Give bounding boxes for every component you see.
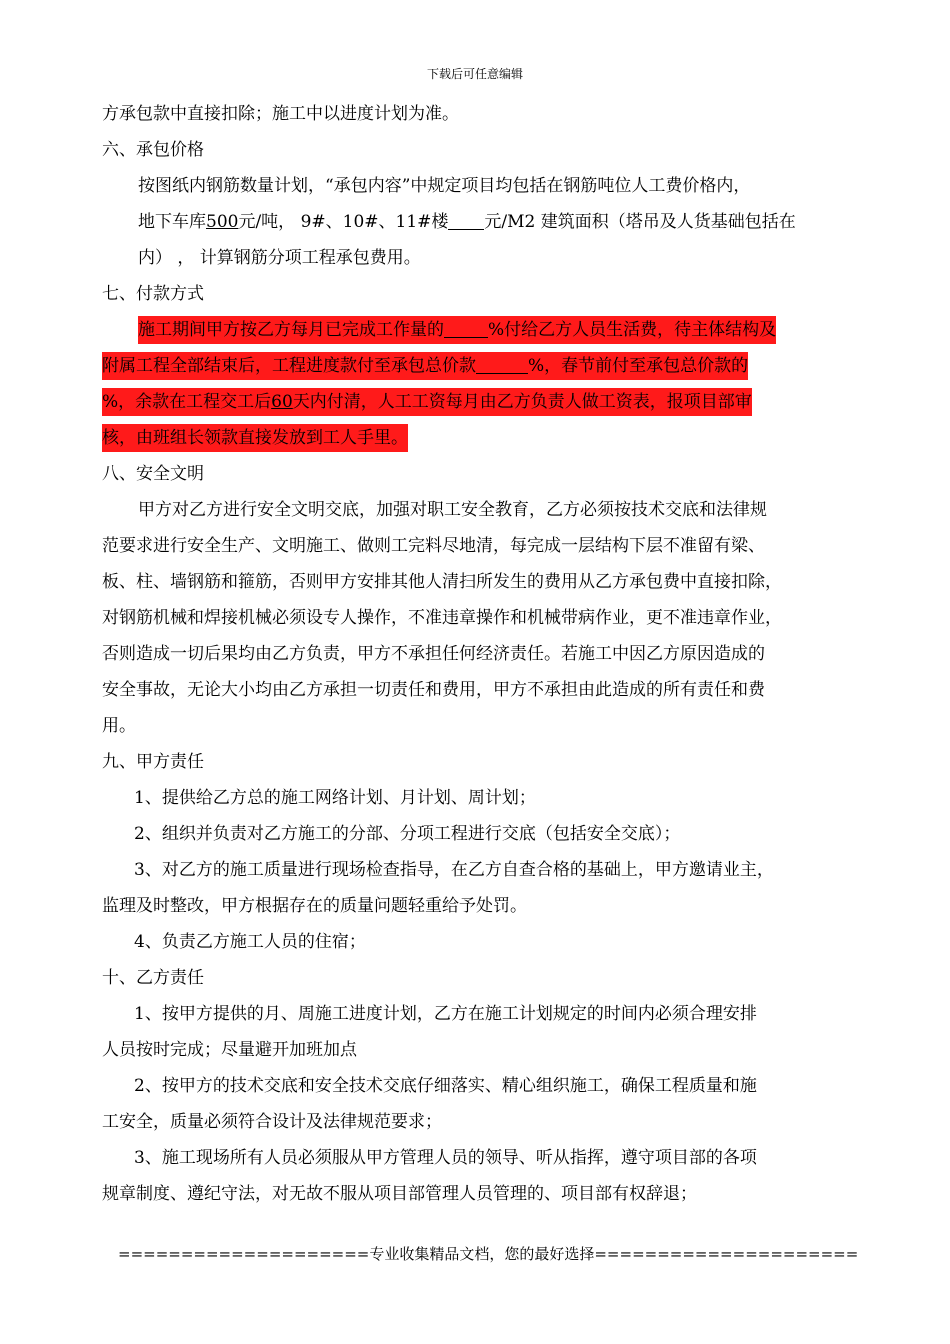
payment-line-1-b: %付给乙方人员生活费，待主体结构及 [488,320,777,340]
section-7-title: 七、付款方式 [102,284,204,304]
payment-blank-2 [476,353,528,374]
section-9-title: 九、甲方责任 [102,752,204,772]
section-9-item-2: 2、组织并负责对乙方施工的分部、分项工程进行交底（包括安全交底）； [134,824,681,844]
section-10-item-1: 1、按甲方提供的月、周施工进度计划，乙方在施工计划规定的时间内必须合理安排 [134,1004,757,1024]
payment-line-4-text: 核，由班组长领款直接发放到工人手里。 [102,424,408,452]
section-9-item-4: 4、负责乙方施工人员的住宿； [134,932,366,952]
section-8-line-7: 用。 [102,716,136,736]
payment-line-2-a: 附属工程全部结束后，工程进度款付至承包总价款 [102,356,476,376]
section-8-line-1: 甲方对乙方进行安全文明交底，加强对职工安全教育，乙方必须按技术交底和法律规 [138,500,767,520]
section-6-line-3: 内） ， 计算钢筋分项工程承包费用。 [138,248,421,268]
section-8-title: 八、安全文明 [102,464,204,484]
section-8-line-4: 对钢筋机械和焊接机械必须设专人操作，不准违章操作和机械带病作业，更不准违章作业， [102,608,782,628]
page-header-note: 下载后可任意编辑 [426,67,523,81]
section-10-item-3: 3、施工现场所有人员必须服从甲方管理人员的领导、听从指挥，遵守项目部的各项 [134,1148,757,1168]
payment-terms-highlight [102,312,848,456]
section-10-item-3-cont: 规章制度、遵纪守法，对无故不服从项目部管理人员管理的、项目部有权辞退； [102,1184,697,1204]
payment-line-3-a: %，余款在工程交工后 [102,392,272,412]
section-8-line-2: 范要求进行安全生产、文明施工、做则工完料尽地清，每完成一层结构下层不准留有梁、 [102,536,765,556]
payment-line-2 [102,348,848,384]
payment-line-3 [102,384,848,420]
section-9-item-3-cont: 监理及时整改，甲方根据存在的质量问题轻重给予处罚。 [102,896,527,916]
section-8-line-3: 板、柱、墙钢筋和箍筋，否则甲方安排其他人清扫所发生的费用从乙方承包费中直接扣除， [102,572,782,592]
section-10-item-2: 2、按甲方的技术交底和安全技术交底仔细落实、精心组织施工，确保工程质量和施 [134,1076,757,1096]
page-footer: ====================专业收集精品文档，您的最好选择===================== [118,1245,859,1263]
payment-line-4 [102,420,848,456]
basement-price: 500 [206,212,239,232]
payment-line-3-b: 天内付清，人工工资每月由乙方负责人做工资表，报项目部审 [292,392,752,412]
section-6-title: 六、承包价格 [102,140,204,160]
section-6-line-2 [102,204,848,240]
document-body [102,96,848,1212]
payment-days: 60 [271,392,293,412]
section-8-line-6: 安全事故，无论大小均由乙方承担一切责任和费用，甲方不承担由此造成的所有责任和费 [102,680,765,700]
payment-line-1-a: 施工期间甲方按乙方每月已完成工作量的 [138,320,444,340]
section-9-item-1: 1、提供给乙方总的施工网络计划、月计划、周计划； [134,788,536,808]
payment-line-1 [102,312,848,348]
section-9-item-3: 3、对乙方的施工质量进行现场检查指导，在乙方自查合格的基础上，甲方邀请业主， [134,860,774,880]
section-10-item-2-cont: 工安全，质量必须符合设计及法律规范要求； [102,1112,442,1132]
section-6-line-1: 按图纸内钢筋数量计划，“承包内容”中规定项目均包括在钢筋吨位人工费价格内， [138,176,751,196]
payment-blank-1 [444,317,488,338]
section-10-item-1-cont: 人员按时完成；尽量避开加班加点 [102,1040,357,1060]
building-label: 元/吨， 9#、10#、11#楼 [238,212,449,232]
building-price-blank [448,209,484,230]
payment-line-2-b: %，春节前付至承包总价款的 [528,356,749,376]
section-8-line-5: 否则造成一切后果均由乙方负责，甲方不承担任何经济责任。若施工中因乙方原因造成的 [102,644,765,664]
area-label: 元/M2 建筑面积（塔吊及人货基础包括在 [484,212,796,232]
basement-label: 地下车库 [138,212,206,232]
intro-line: 方承包款中直接扣除；施工中以进度计划为准。 [102,104,459,124]
section-10-title: 十、乙方责任 [102,968,204,988]
